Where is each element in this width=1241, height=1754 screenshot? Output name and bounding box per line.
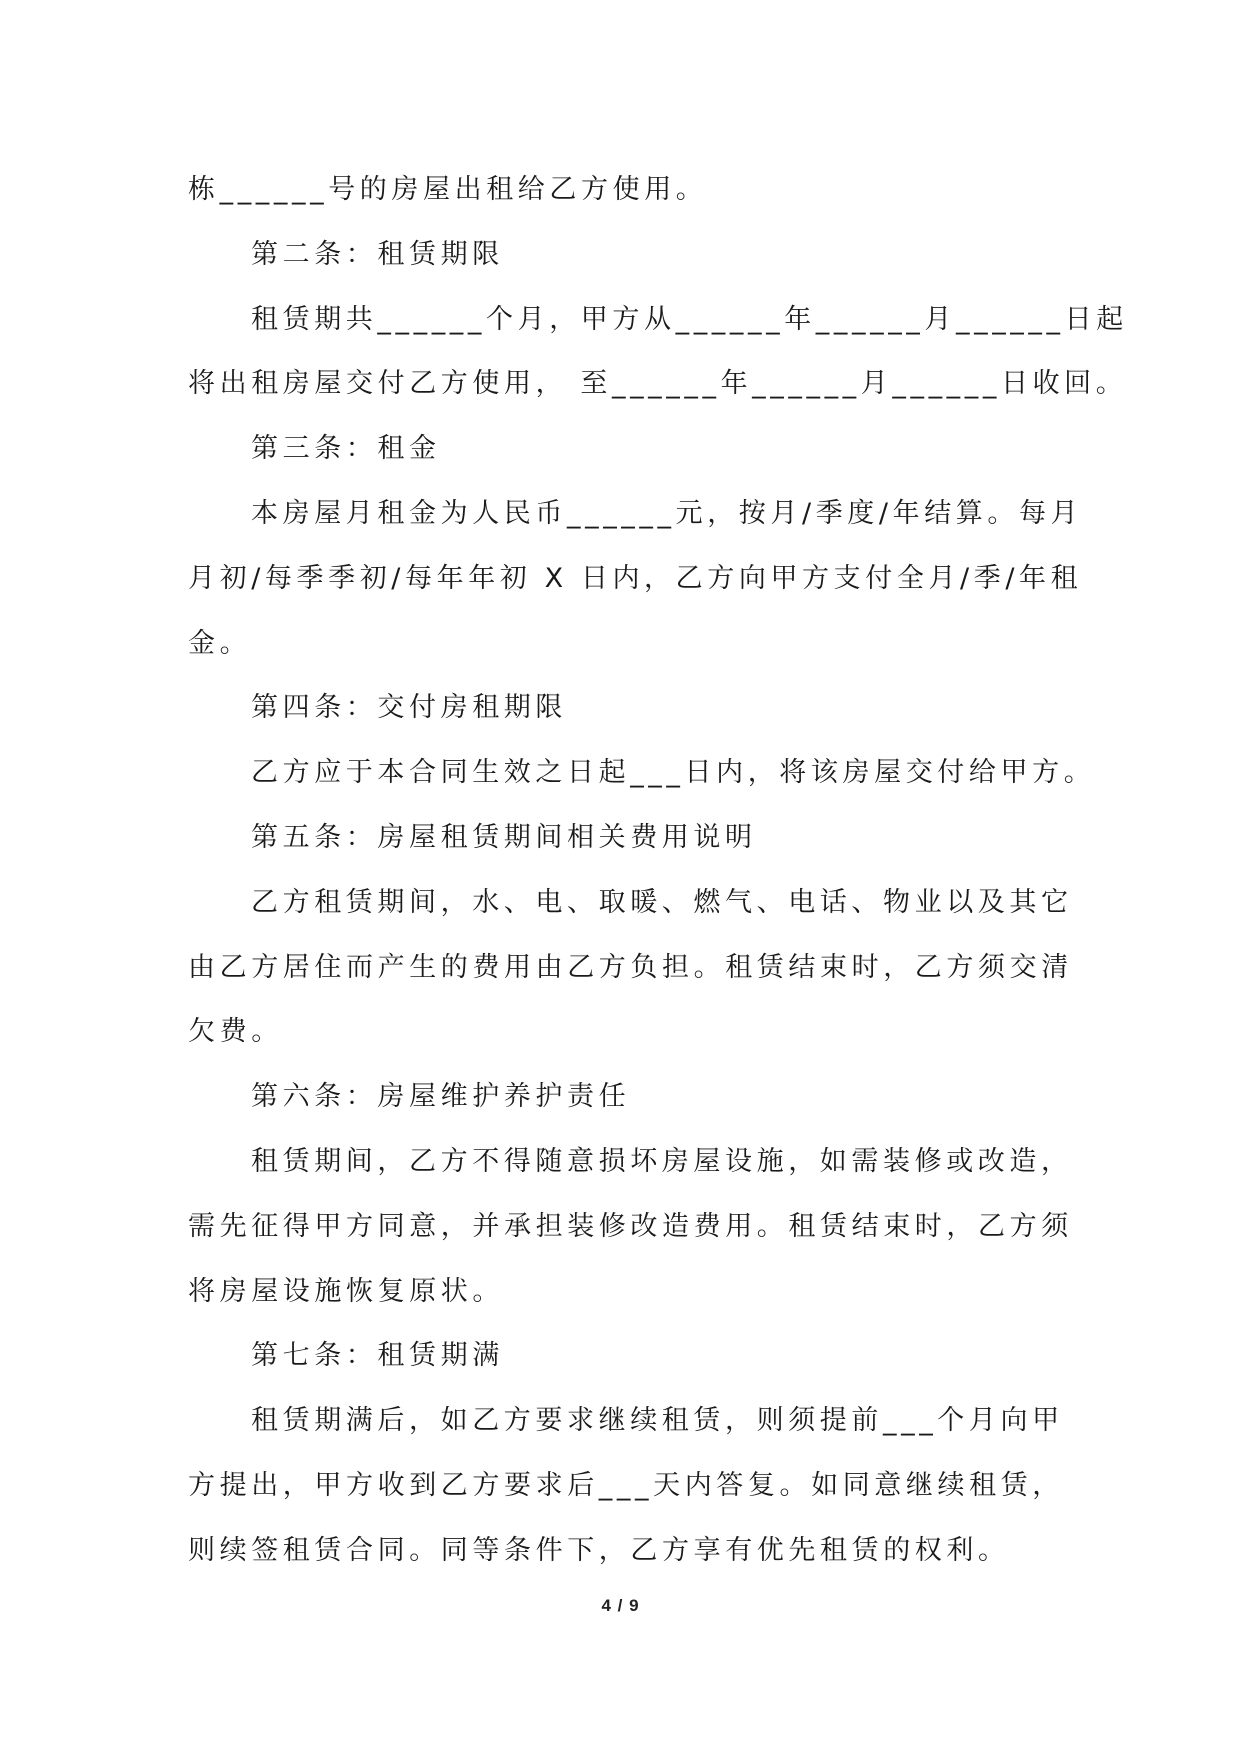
- section-heading-term: 第二条：租赁期限: [251, 238, 504, 270]
- section-heading-fees: 第五条：房屋租赁期间相关费用说明: [251, 821, 757, 853]
- text-line: 乙方租赁期间，水、电、取暖、燃气、电话、物业以及其它: [251, 886, 1073, 918]
- section-heading-rent: 第三条：租金: [251, 433, 441, 465]
- text-line: 月初/每季季初/每年年初 X 日内，乙方向甲方支付全月/季/年租: [188, 562, 1083, 594]
- page-number: 4 / 9: [601, 1596, 640, 1615]
- text-line: 将房屋设施恢复原状。: [188, 1275, 504, 1307]
- text-line: 则续签租赁合同。同等条件下，乙方享有优先租赁的权利。: [188, 1534, 1010, 1566]
- text-line: 栋______号的房屋出租给乙方使用。: [188, 174, 708, 205]
- section-heading-expiry: 第七条：租赁期满: [251, 1340, 504, 1372]
- text-line: 本房屋月租金为人民币______元，按月/季度/年结算。每月: [251, 497, 1083, 529]
- text-line: 租赁期间，乙方不得随意损坏房屋设施，如需装修或改造，: [251, 1145, 1073, 1177]
- text-line: 金。: [188, 627, 252, 659]
- text-line: 需先征得甲方同意，并承担装修改造费用。租赁结束时，乙方须: [188, 1210, 1073, 1242]
- section-heading-maintenance: 第六条：房屋维护养护责任: [251, 1081, 631, 1113]
- text-line: 乙方应于本合同生效之日起___日内，将该房屋交付给甲方。: [251, 757, 1096, 789]
- text-line: 方提出，甲方收到乙方要求后___天内答复。如同意继续租赁，: [188, 1469, 1064, 1501]
- text-line: 欠费。: [188, 1016, 283, 1048]
- text-line: 租赁期满后，如乙方要求继续租赁，则须提前___个月向甲: [251, 1405, 1064, 1437]
- text-line: 将出租房屋交付乙方使用， 至______年______月______日收回。: [188, 368, 1128, 400]
- text-line: 租赁期共______个月，甲方从______年______月______日起: [251, 303, 1128, 335]
- section-heading-payment-deadline: 第四条：交付房租期限: [251, 692, 567, 724]
- document-body: [188, 158, 1128, 1584]
- text-line: 由乙方居住而产生的费用由乙方负担。租赁结束时，乙方须交清: [188, 951, 1073, 983]
